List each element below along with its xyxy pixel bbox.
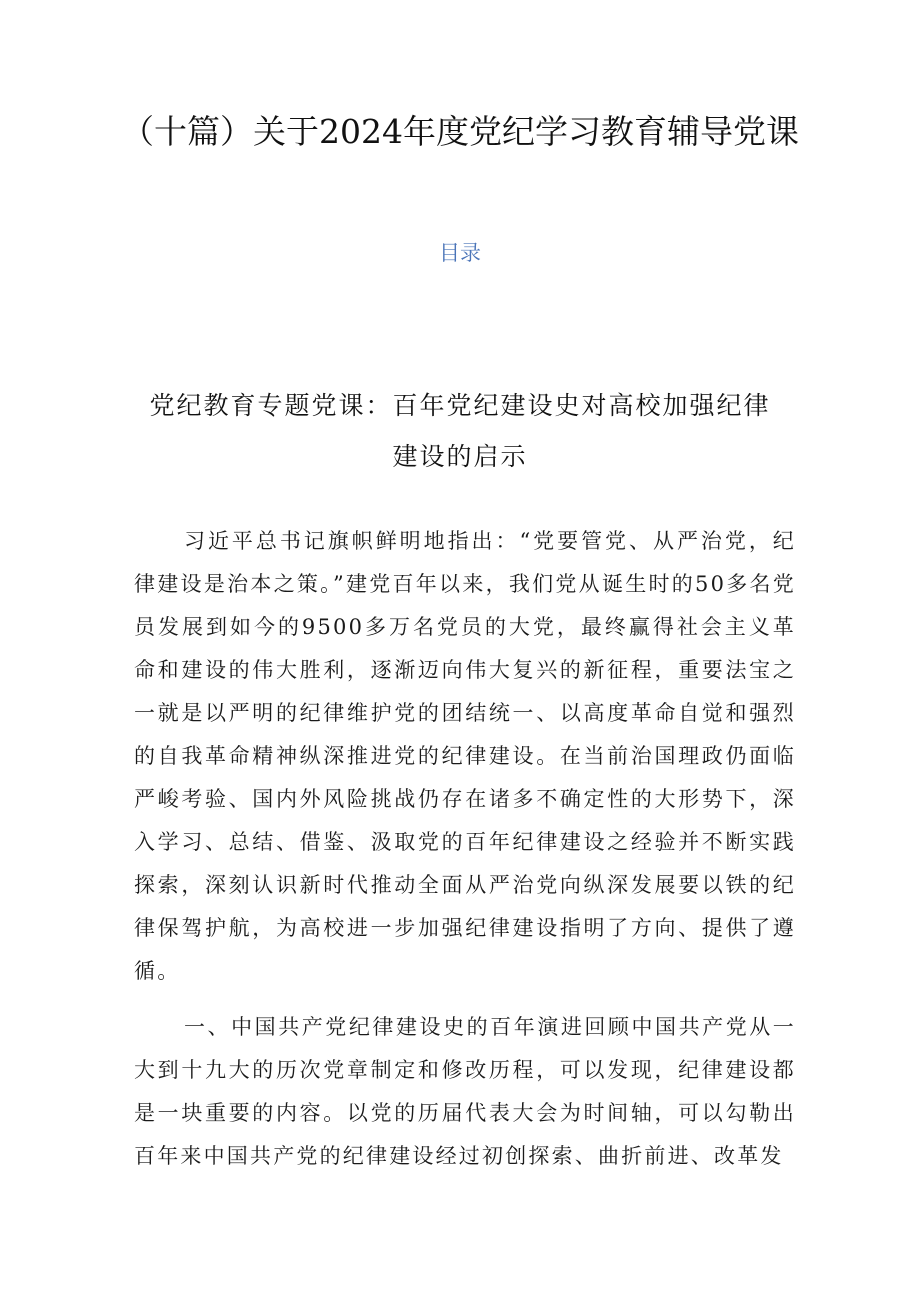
document-title: （十篇）关于2024年度党纪学习教育辅导党课 [121,112,799,151]
table-of-contents-link[interactable]: 目录 [439,241,481,265]
body-paragraph: 一、中国共产党纪律建设史的百年演进回顾中国共产党从一大到十九大的历次党章制定和修改历程，可以发现，纪律建设都是一块重要的内容。以党的历届代表大会为时间轴，可以勾勒出百年来中国共产党的纪律建设经过初创探索、曲折前进、改革发 [134,1015,796,1168]
body-paragraph: 习近平总书记旗帜鲜明地指出：“党要管党、从严治党，纪律建设是治本之策。”建党百年以来，我们党从诞生时的50多名党员发展到如今的9500多万名党员的大党，最终赢得社会主义革命和建设的伟大胜利，逐渐迈向伟大复兴的新征程，重要法宝之一就是以严明的纪律维护党的团结统一、以高度革命自觉和强烈的自我革命精神纵深推进党的纪律建设。在当前治国理政仍面临严峻考验、国内外风险挑战仍存在诸多不确定性的大形势下，深入学习、总结、借鉴、汲取党的百年纪律建设之经验并不断实践探索，深刻认识新时代推动全面从严治党向纵深发展要以铁的纪律保驾护航，为高校进一步加强纪律建设指明了方向、提供了遵循。 [134,529,796,983]
section-title: 党纪教育专题党课：百年党纪建设史对高校加强纪律建设的启示 [149,391,771,471]
